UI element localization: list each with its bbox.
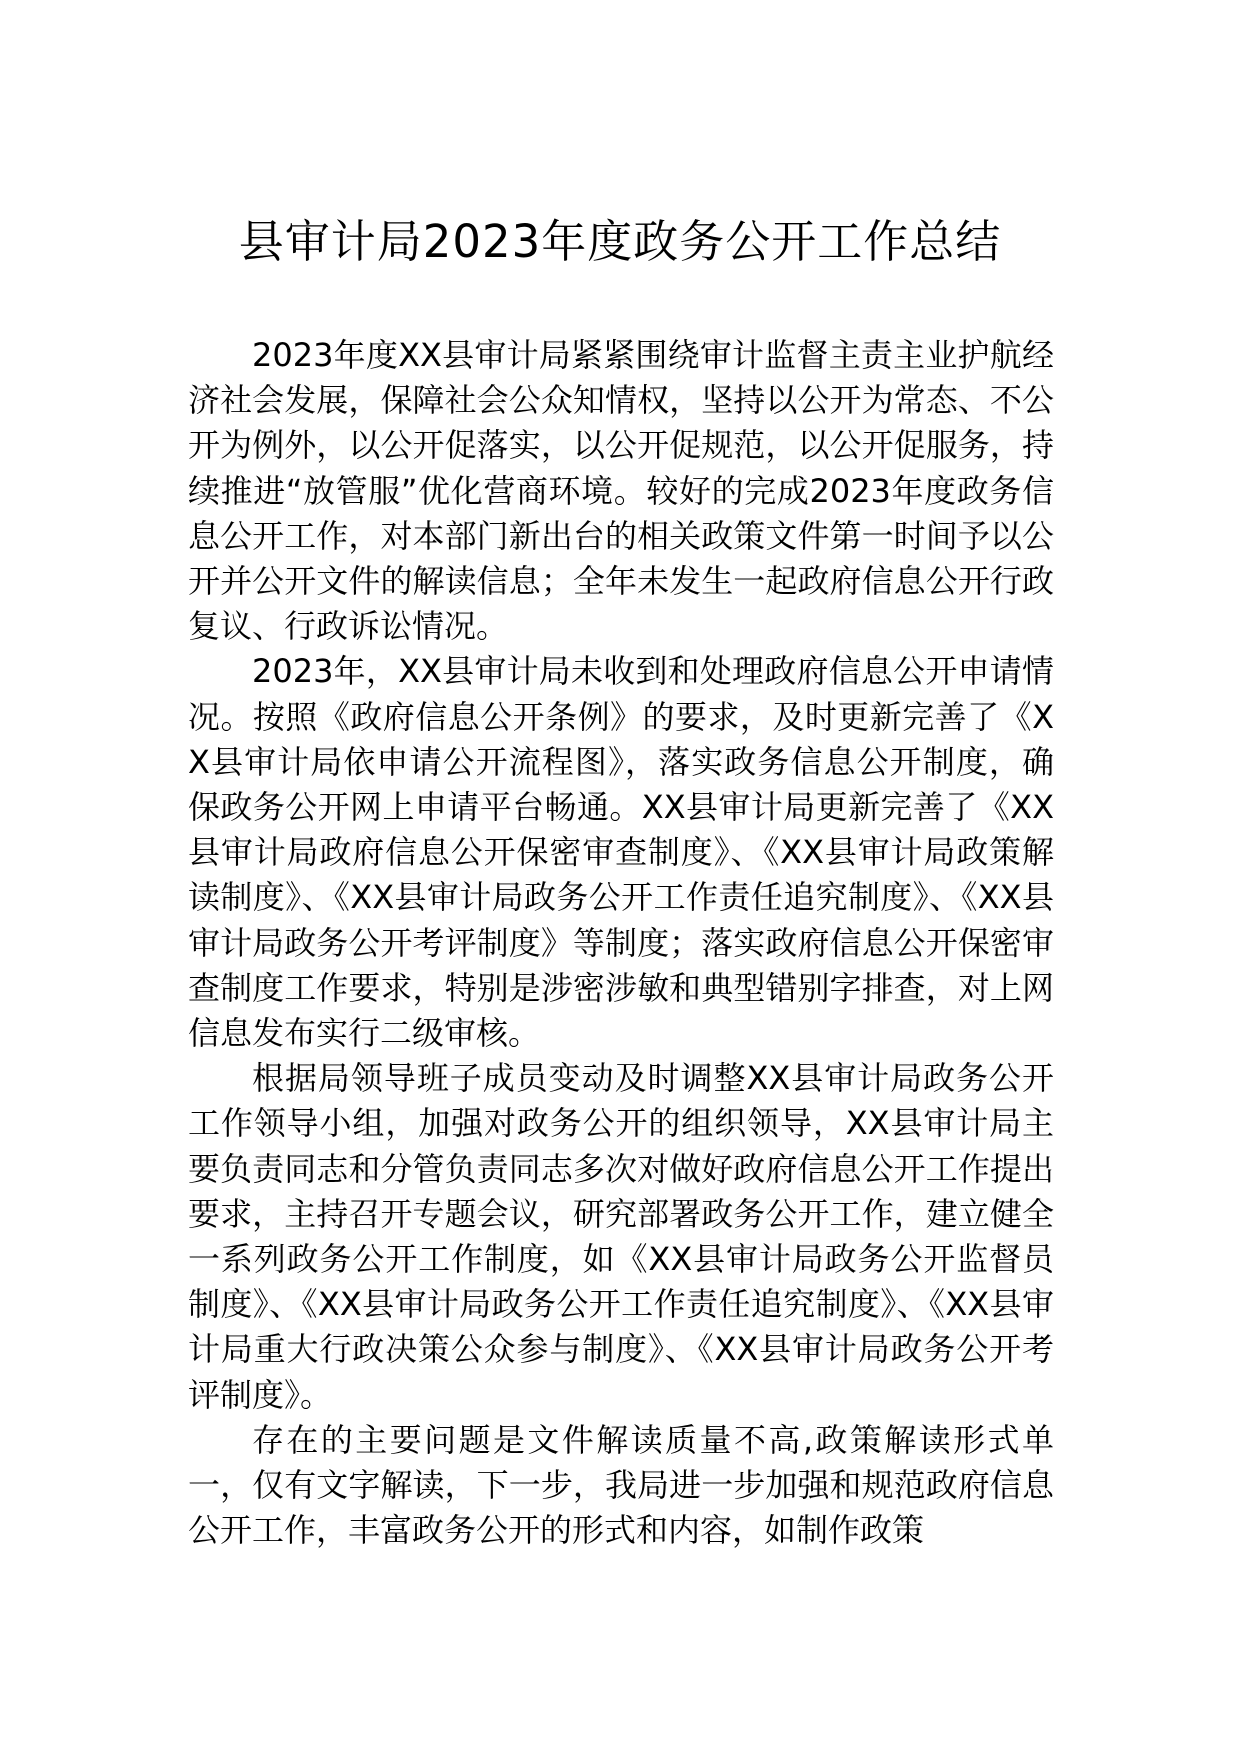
- paragraph-leadership: 根据局领导班子成员变动及时调整XX县审计局政务公开工作领导小组，加强对政务公开的组织领导，XX县审计局主要负责同志和分管负责同志多次对做好政府信息公开工作提出要求，主持召开专题会议，研究部署政务公开工作，建立健全一系列政务公开工作制度，如《XX县审计局政务公开监督员制度》、《XX县审计局政务公开工作责任追究制度》、《XX县审计局重大行政决策公众参与制度》、《XX县审计局政务公开考评制度》。: [188, 1059, 1054, 1414]
- document-body: [188, 333, 1054, 1553]
- paragraph-overview: 2023年度XX县审计局紧紧围绕审计监督主责主业护航经济社会发展，保障社会公众知情权，坚持以公开为常态、不公开为例外，以公开促落实，以公开促规范，以公开促服务，持续推进“放管服”优化营商环境。较好的完成2023年度政务信息公开工作，对本部门新出台的相关政策文件第一时间予以公开并公开文件的解读信息；全年未发生一起政府信息公开行政复议、行政诉讼情况。: [188, 336, 1054, 646]
- paragraph-requests: 2023年，XX县审计局未收到和处理政府信息公开申请情况。按照《政府信息公开条例》的要求，及时更新完善了《XX县审计局依申请公开流程图》，落实政务信息公开制度，确保政务公开网上申请平台畅通。XX县审计局更新完善了《XX县审计局政府信息公开保密审查制度》、《XX县审计局政策解读制度》、《XX县审计局政务公开工作责任追究制度》、《XX县审计局政务公开考评制度》等制度；落实政府信息公开保密审查制度工作要求，特别是涉密涉敏和典型错别字排查，对上网信息发布实行二级审核。: [188, 652, 1054, 1053]
- paragraph-problems: 存在的主要问题是文件解读质量不高,政策解读形式单一，仅有文字解读，下一步，我局进一步加强和规范政府信息公开工作，丰富政务公开的形式和内容，如制作政策: [188, 1420, 1054, 1550]
- document-title: 县审计局2023年度政务公开工作总结: [238, 215, 1002, 268]
